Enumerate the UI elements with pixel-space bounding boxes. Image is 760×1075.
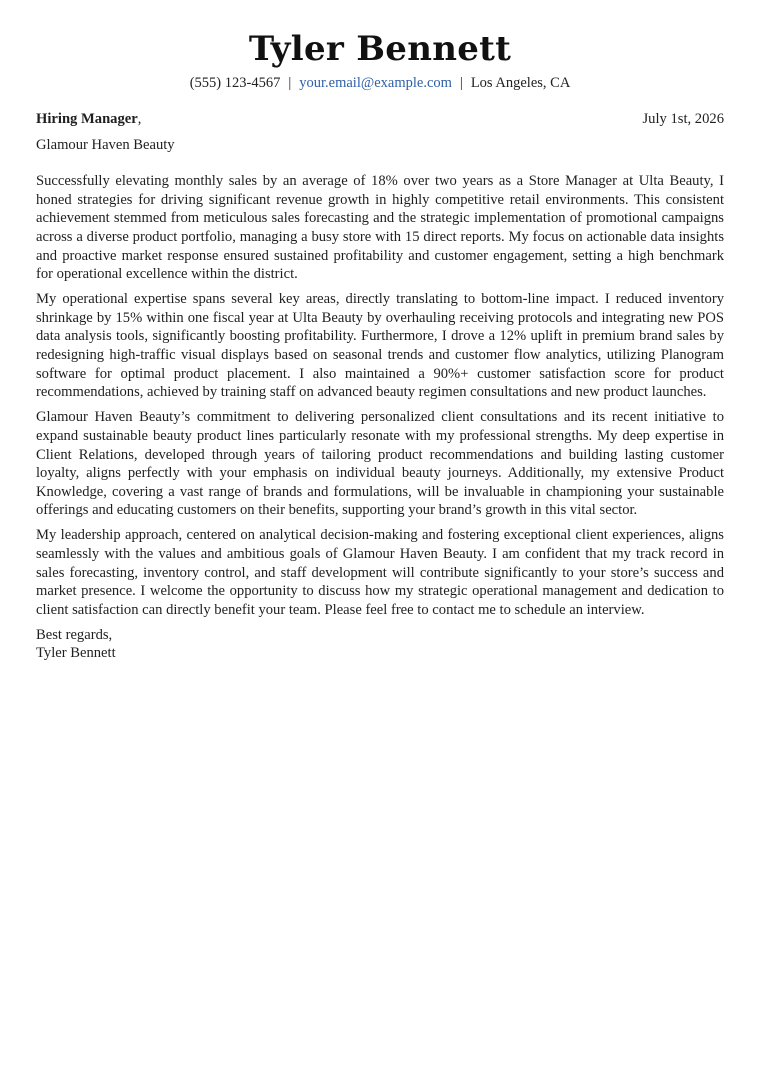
address-row [36, 110, 724, 129]
recipient-suffix: , [137, 111, 142, 127]
contact-separator: | [459, 75, 463, 91]
paragraph: Glamour Haven Beauty’s commitment to delivering personalized client consultations and its recent initiative to expand sustainable beauty product lines particularly resonate with my professional strengths. My deep expertise in Client Relations, developed through years of tailoring product recommendations and building lasting customer loyalty, aligns perfectly with your emphasis on individual beauty journeys. Additionally, my extensive Product Knowledge, covering a vast range of brands and formulations, will be invaluable in championing your sustainable offerings and educating customers on their benefits, supporting your brand’s growth in this vital sector. [36, 409, 724, 519]
contact-line [36, 73, 724, 93]
contact-separator: | [288, 75, 292, 91]
paragraph: Successfully elevating monthly sales by an average of 18% over two years as a Store Manager at Ulta Beauty, I honed strategies for driving significant revenue growth in highly competitive retail environments. This consistent achievement stemmed from meticulous sales forecasting and the strategic implementation of promotional campaigns across a diverse product portfolio, managing a busy store with 15 direct reports. My focus on actionable data insights and proactive market response ensured sustained profitability and customer engagement, setting a high benchmark for operational excellence within the district. [36, 173, 724, 283]
signature-name: Tyler Bennett [36, 645, 116, 662]
recipient-line [36, 110, 141, 129]
applicant-name: Tyler Bennett [248, 29, 512, 69]
company-name: Glamour Haven Beauty [36, 136, 175, 153]
email-link[interactable]: your.email@example.com [299, 75, 452, 91]
paragraph: My leadership approach, centered on analytical decision-making and fostering exceptional client experiences, aligns seamlessly with the values and ambitious goals of Glamour Haven Beauty. I am confident that my track record in sales forecasting, inventory control, and staff development will contribute significantly to your store’s success and market presence. I welcome the opportunity to discuss how my strategic operational management and dedication to client satisfaction can directly benefit your team. Please feel free to contact me to schedule an interview. [36, 527, 724, 618]
letter-body [36, 172, 724, 619]
location: Los Angeles, CA [470, 75, 571, 91]
closing-salutation: Best regards, [36, 626, 113, 643]
letter-date: July 1st, 2026 [642, 111, 724, 127]
phone-number: (555) 123-4567 [189, 75, 281, 91]
closing-block [36, 626, 724, 663]
paragraph: My operational expertise spans several key areas, directly translating to bottom-line impact. I reduced inventory shrinkage by 15% within one fiscal year at Ulta Beauty by overhauling receiving protocols and integrating new POS data analysis tools, significantly boosting profitability. Furthermore, I drove a 12% uplift in premium brand sales by redesigning high-traffic visual displays based on seasonal trends and customer flow analytics, utilizing Planogram software for optimal product placement. I also maintained a 90%+ customer satisfaction score for product recommendations, achieved by training staff on advanced beauty regimen consultations and new product launches. [36, 291, 724, 401]
recipient: Hiring Manager [36, 111, 138, 127]
